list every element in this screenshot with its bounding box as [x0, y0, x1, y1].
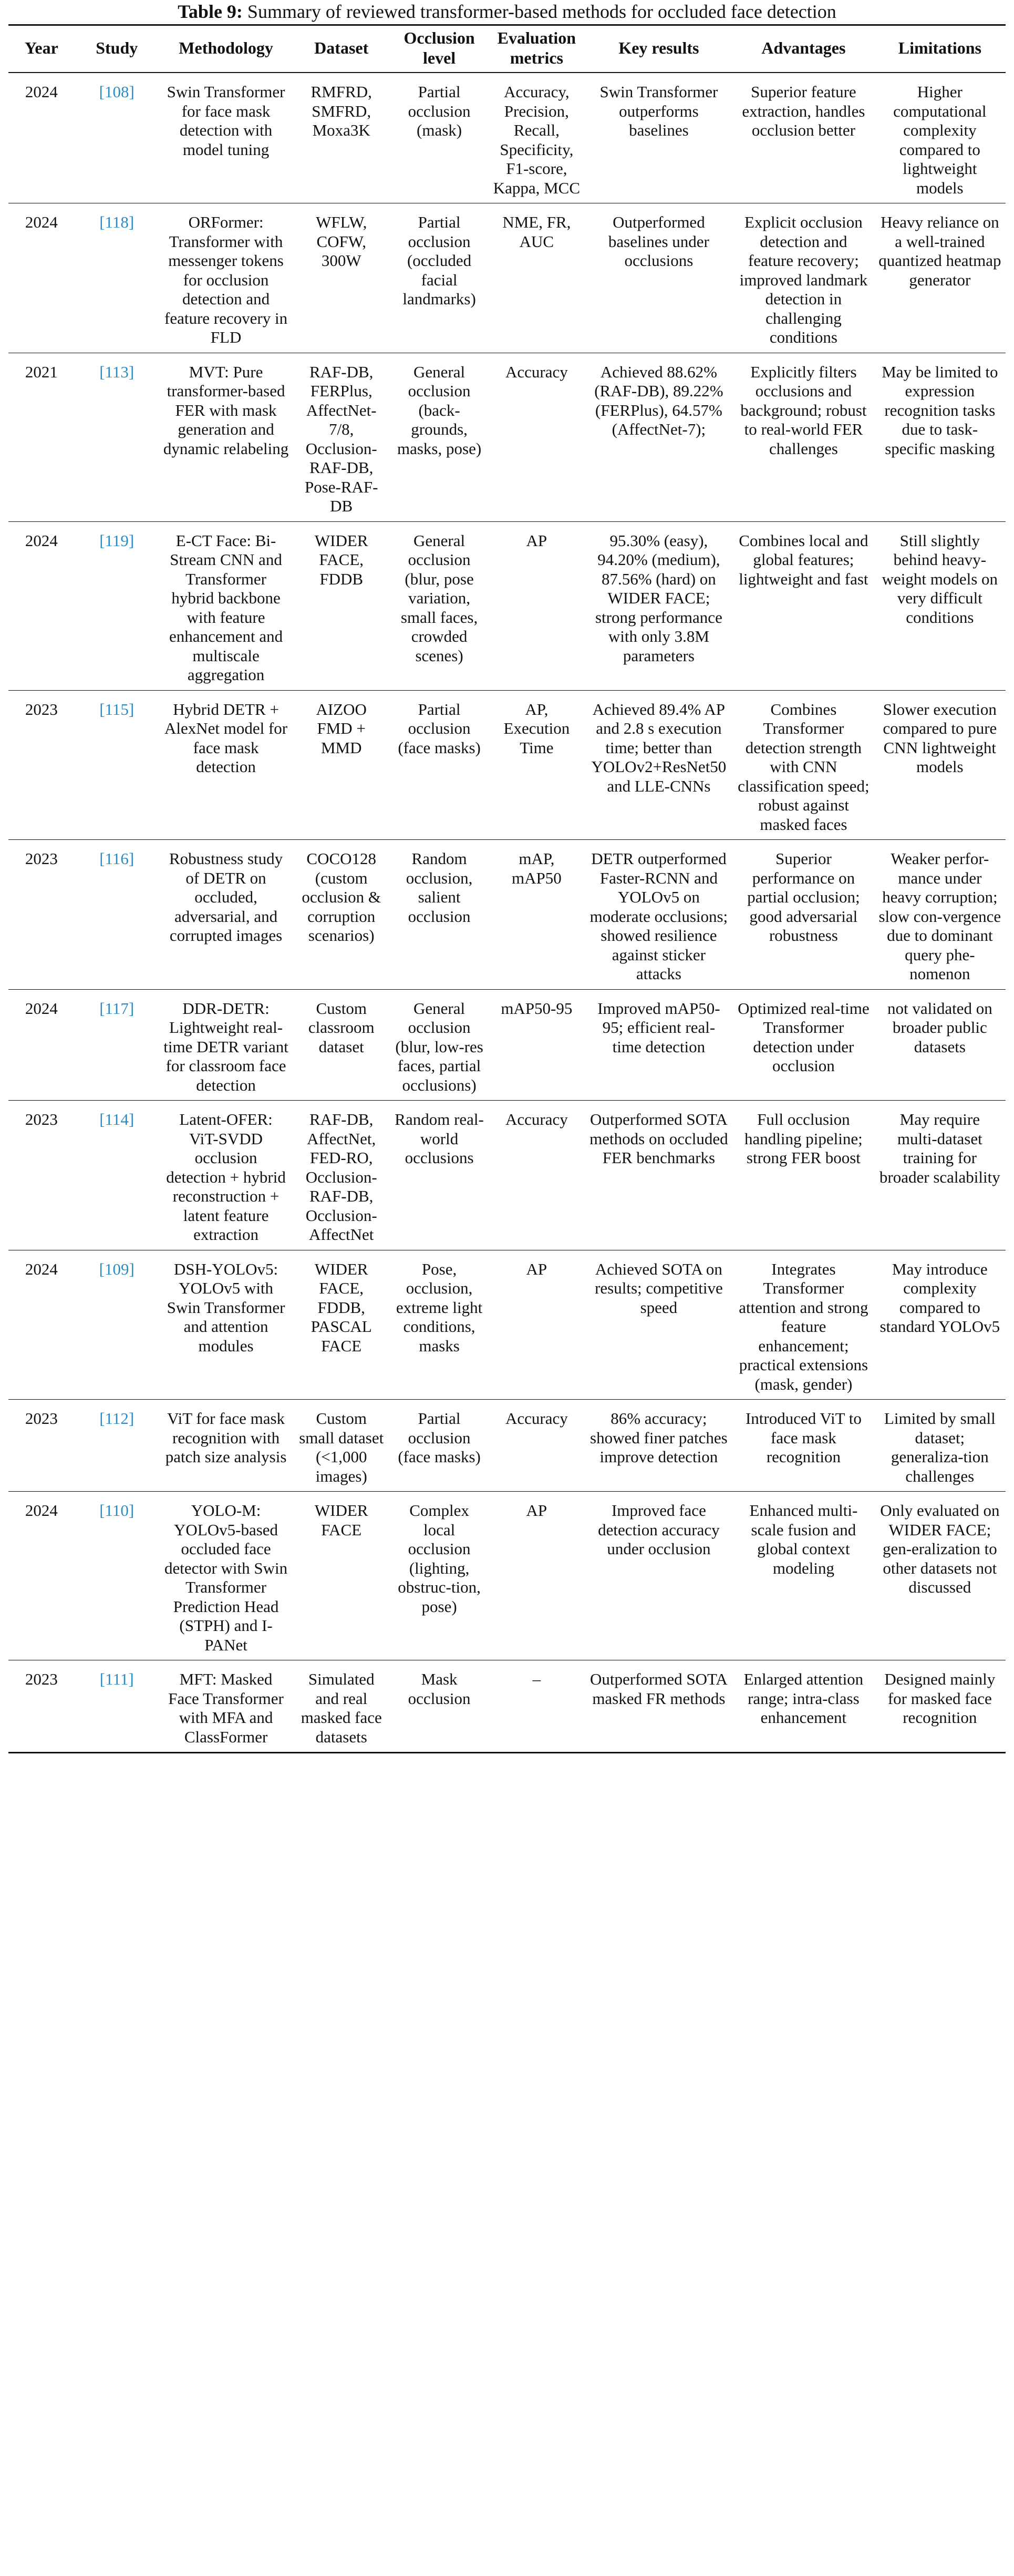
citation-link[interactable]: [115] — [99, 700, 134, 719]
cell-key-results — [585, 1400, 733, 1492]
table-row — [8, 1660, 1006, 1753]
cell-methodology — [159, 521, 293, 690]
cell-advantages-text: Explicit occlusion detection and feature recovery; improved landmark detection in challenging conditions — [739, 213, 868, 346]
table-body — [8, 73, 1006, 1753]
cell-dataset — [293, 840, 390, 990]
cell-advantages-text: Explicitly filters occlusions and background; robust to real-world FER challenges — [740, 362, 867, 458]
cell-dataset — [293, 690, 390, 840]
cell-advantages — [733, 203, 874, 353]
cell-advantages — [733, 989, 874, 1101]
cell-methodology — [159, 989, 293, 1101]
cell-year-text: 2024 — [25, 83, 58, 101]
cell-occlusion-level — [390, 73, 489, 203]
cell-methodology-text: Robustness study of DETR on occluded, adversarial, and corrupted images — [169, 849, 283, 945]
cell-evaluation-metrics-text: AP — [526, 531, 547, 550]
cell-limitations — [874, 1492, 1006, 1660]
cell-evaluation-metrics — [489, 73, 585, 203]
cell-advantages — [733, 1400, 874, 1492]
cell-study-reference — [75, 353, 159, 521]
cell-year-text: 2024 — [25, 213, 58, 231]
cell-occlusion-level — [390, 203, 489, 353]
cell-dataset — [293, 989, 390, 1101]
cell-evaluation-metrics — [489, 521, 585, 690]
cell-advantages — [733, 353, 874, 521]
cell-evaluation-metrics — [489, 1101, 585, 1250]
cell-dataset-text: WIDER FACE, FDDB, PASCAL FACE — [311, 1259, 372, 1355]
cell-key-results-text: Improved face detection accuracy under occlusion — [598, 1501, 720, 1558]
cell-year — [8, 840, 75, 990]
cell-evaluation-metrics — [489, 989, 585, 1101]
cell-limitations-text: Only evaluated on WIDER FACE; gen-eralization to other datasets not discussed — [880, 1501, 1000, 1596]
cell-methodology — [159, 1660, 293, 1753]
cell-year — [8, 73, 75, 203]
cell-methodology-text: MFT: Masked Face Transformer with MFA and ClassFormer — [168, 1670, 284, 1746]
cell-evaluation-metrics-text: Accuracy — [505, 362, 568, 381]
cell-evaluation-metrics-text: AP — [526, 1501, 547, 1520]
cell-methodology — [159, 203, 293, 353]
cell-evaluation-metrics-text: AP, Execution Time — [503, 700, 570, 757]
cell-year — [8, 989, 75, 1101]
table-header — [8, 25, 1006, 73]
cell-key-results-text: Outperformed SOTA methods on occluded FER benchmarks — [589, 1110, 728, 1167]
header-row — [8, 25, 1006, 73]
cell-occlusion-level — [390, 1400, 489, 1492]
cell-advantages-text: Optimized real-time Transformer detection under occlusion — [738, 999, 870, 1075]
column-header-methodology: Methodology — [179, 38, 273, 57]
column-header-limitations: Limitations — [898, 38, 981, 57]
cell-dataset-text: WIDER FACE, FDDB — [314, 531, 368, 588]
cell-methodology-text: ORFormer: Transformer with messenger tokens for occlusion detection and feature recovery in FLD — [164, 213, 288, 346]
cell-dataset-text: WIDER FACE — [314, 1501, 368, 1539]
cell-year-text: 2023 — [25, 1670, 58, 1688]
cell-dataset — [293, 73, 390, 203]
cell-occlusion-level — [390, 1660, 489, 1753]
cell-year-text: 2023 — [25, 1409, 58, 1428]
cell-limitations-text: May be limited to expression recognition tasks due to task-specific masking — [882, 362, 998, 458]
cell-methodology-text: YOLO-M: YOLOv5-based occluded face detector with Swin Transformer Prediction Head (STPH) and I-PANet — [164, 1501, 288, 1654]
citation-link[interactable]: [119] — [99, 531, 134, 550]
cell-occlusion-level — [390, 840, 489, 990]
cell-year-text: 2024 — [25, 999, 58, 1018]
cell-key-results — [585, 1492, 733, 1660]
cell-study-reference — [75, 73, 159, 203]
cell-advantages — [733, 1492, 874, 1660]
cell-year — [8, 1400, 75, 1492]
cell-year — [8, 1101, 75, 1250]
cell-evaluation-metrics-text: – — [532, 1670, 541, 1688]
cell-key-results-text: Outperformed SOTA masked FR methods — [589, 1670, 728, 1708]
cell-year — [8, 353, 75, 521]
cell-methodology-text: Latent-OFER: ViT-SVDD occlusion detection + hybrid reconstruction + latent feature extraction — [166, 1110, 286, 1244]
cell-limitations — [874, 1400, 1006, 1492]
cell-limitations — [874, 690, 1006, 840]
citation-link[interactable]: [113] — [99, 362, 134, 381]
cell-key-results — [585, 521, 733, 690]
cell-methodology — [159, 353, 293, 521]
cell-key-results-text: Outperformed baselines under occlusions — [608, 213, 709, 270]
citation-link[interactable]: [109] — [99, 1259, 134, 1278]
cell-evaluation-metrics — [489, 1660, 585, 1753]
cell-advantages-text: Superior feature extraction, handles occlusion better — [742, 83, 865, 139]
table-row — [8, 521, 1006, 690]
cell-limitations — [874, 521, 1006, 690]
table-caption-text: Summary of reviewed transformer-based methods for occluded face detection — [242, 1, 836, 22]
cell-limitations — [874, 1101, 1006, 1250]
cell-advantages — [733, 840, 874, 990]
cell-dataset-text: RAF-DB, FERPlus, AffectNet-7/8, Occlusion-RAF-DB, Pose-RAF-DB — [304, 362, 378, 515]
cell-study-reference — [75, 203, 159, 353]
table-caption — [8, 0, 1006, 24]
citation-link[interactable]: [116] — [99, 849, 134, 868]
table-row — [8, 203, 1006, 353]
cell-occlusion-level-text: Partial occlusion (face masks) — [398, 1409, 481, 1466]
cell-advantages — [733, 1660, 874, 1753]
cell-key-results-text: 95.30% (easy), 94.20% (medium), 87.56% (hard) on WIDER FACE; strong performance with only 3.8M parameters — [595, 531, 722, 665]
citation-link[interactable]: [111] — [99, 1670, 134, 1688]
citation-link[interactable]: [112] — [99, 1409, 134, 1428]
cell-year-text: 2024 — [25, 1501, 58, 1520]
cell-evaluation-metrics-text: mAP, mAP50 — [511, 849, 562, 887]
cell-methodology-text: DDR-DETR: Lightweight real-time DETR variant for classroom face detection — [163, 999, 288, 1094]
column-header-dataset: Dataset — [314, 38, 369, 57]
cell-advantages-text: Combines local and global features; lightweight and fast — [739, 531, 868, 588]
citation-link[interactable]: [118] — [99, 213, 134, 231]
cell-limitations-text: not validated on broader public datasets — [887, 999, 992, 1056]
cell-key-results-text: Achieved 88.62% (RAF-DB), 89.22% (FERPlus), 64.57% (AffectNet-7); — [594, 362, 723, 438]
cell-key-results-text: Improved mAP50-95; efficient real-time detection — [597, 999, 720, 1056]
table-row — [8, 1492, 1006, 1660]
cell-methodology — [159, 73, 293, 203]
cell-occlusion-level-text: Random real-world occlusions — [395, 1110, 484, 1167]
cell-occlusion-level-text: Pose, occlusion, extreme light conditions, masks — [396, 1259, 483, 1355]
cell-evaluation-metrics-text: AP — [526, 1259, 547, 1278]
cell-evaluation-metrics-text: Accuracy — [505, 1409, 568, 1428]
cell-study-reference — [75, 1660, 159, 1753]
cell-dataset — [293, 1101, 390, 1250]
cell-key-results-text: DETR outperformed Faster-RCNN and YOLOv5 on moderate occlusions; showed resilience against sticker attacks — [589, 849, 728, 983]
cell-dataset — [293, 1660, 390, 1753]
cell-key-results — [585, 989, 733, 1101]
cell-key-results-text: Achieved 89.4% AP and 2.8 s execution time; better than YOLOv2+ResNet50 and LLE-CNNs — [591, 700, 727, 795]
cell-evaluation-metrics — [489, 840, 585, 990]
cell-year-text: 2021 — [25, 362, 58, 381]
cell-dataset-text: Custom classroom dataset — [308, 999, 375, 1056]
cell-year — [8, 1250, 75, 1400]
column-header-advantages: Advantages — [761, 38, 846, 57]
table-row — [8, 989, 1006, 1101]
cell-key-results — [585, 353, 733, 521]
citation-link[interactable]: [114] — [99, 1110, 134, 1128]
cell-limitations — [874, 989, 1006, 1101]
cell-evaluation-metrics-text: mAP50-95 — [501, 999, 573, 1018]
cell-key-results — [585, 1250, 733, 1400]
cell-methodology-text: DSH-YOLOv5: YOLOv5 with Swin Transformer and attention modules — [167, 1259, 285, 1355]
cell-study-reference — [75, 1492, 159, 1660]
column-header-evaluation-metrics: Evaluation metrics — [497, 28, 576, 67]
cell-occlusion-level — [390, 989, 489, 1101]
citation-link[interactable]: [110] — [99, 1501, 134, 1520]
column-header-year: Year — [24, 38, 58, 57]
cell-year — [8, 521, 75, 690]
cell-key-results-text: Swin Transformer outperforms baselines — [599, 83, 718, 139]
cell-advantages — [733, 73, 874, 203]
cell-key-results — [585, 1101, 733, 1250]
cell-evaluation-metrics — [489, 1492, 585, 1660]
cell-key-results-text: 86% accuracy; showed finer patches improve detection — [590, 1409, 728, 1466]
cell-limitations — [874, 73, 1006, 203]
cell-study-reference — [75, 989, 159, 1101]
cell-study-reference — [75, 521, 159, 690]
citation-link[interactable]: [117] — [99, 999, 134, 1018]
table-row — [8, 1400, 1006, 1492]
cell-methodology — [159, 1101, 293, 1250]
cell-advantages-text: Enlarged attention range; intra-class enhancement — [743, 1670, 864, 1727]
cell-occlusion-level — [390, 690, 489, 840]
cell-occlusion-level — [390, 521, 489, 690]
cell-methodology — [159, 1250, 293, 1400]
cell-year — [8, 1660, 75, 1753]
cell-dataset-text: COCO128 (custom occlusion & corruption scenarios) — [302, 849, 381, 945]
cell-study-reference — [75, 690, 159, 840]
cell-advantages-text: Full occlusion handling pipeline; strong FER boost — [744, 1110, 863, 1167]
cell-dataset — [293, 203, 390, 353]
cell-methodology-text: Swin Transformer for face mask detection with model tuning — [167, 83, 285, 159]
cell-limitations-text: Weaker perfor-mance under heavy corruption; slow con-vergence due to dominant query phe-nomenon — [878, 849, 1001, 983]
cell-occlusion-level — [390, 1101, 489, 1250]
citation-link[interactable]: [108] — [99, 83, 134, 101]
cell-occlusion-level-text: Partial occlusion (occluded facial landmarks) — [402, 213, 476, 308]
cell-dataset-text: RAF-DB, AffectNet, FED-RO, Occlusion-RAF-DB, Occlusion-AffectNet — [305, 1110, 377, 1244]
cell-study-reference — [75, 1400, 159, 1492]
cell-evaluation-metrics — [489, 1400, 585, 1492]
cell-dataset-text: RMFRD, SMFRD, Moxa3K — [311, 83, 372, 139]
table-row — [8, 73, 1006, 203]
cell-methodology — [159, 1400, 293, 1492]
cell-occlusion-level-text: General occlusion (blur, low-res faces, partial occlusions) — [395, 999, 483, 1094]
cell-limitations — [874, 353, 1006, 521]
cell-key-results — [585, 840, 733, 990]
cell-methodology-text: MVT: Pure transformer-based FER with mask generation and dynamic relabeling — [163, 362, 289, 458]
cell-year — [8, 1492, 75, 1660]
table-row — [8, 840, 1006, 990]
cell-year-text: 2023 — [25, 1110, 58, 1128]
cell-key-results — [585, 690, 733, 840]
cell-advantages-text: Introduced ViT to face mask recognition — [745, 1409, 862, 1466]
cell-key-results — [585, 1660, 733, 1753]
cell-advantages-text: Combines Transformer detection strength with CNN classification speed; robust against masked faces — [738, 700, 870, 834]
column-header-occlusion-level: Occlusion level — [403, 28, 475, 67]
cell-methodology — [159, 690, 293, 840]
cell-dataset-text: Simulated and real masked face datasets — [301, 1670, 382, 1746]
cell-limitations — [874, 1250, 1006, 1400]
cell-dataset — [293, 353, 390, 521]
cell-limitations-text: Designed mainly for masked face recognition — [884, 1670, 996, 1727]
cell-advantages-text: Integrates Transformer attention and strong feature enhancement; practical extensions (mask, gender) — [739, 1259, 868, 1393]
cell-limitations-text: May introduce complexity compared to standard YOLOv5 — [880, 1259, 1000, 1336]
cell-limitations-text: May require multi-dataset training for broader scalability — [879, 1110, 1000, 1186]
cell-advantages — [733, 521, 874, 690]
cell-limitations — [874, 203, 1006, 353]
cell-advantages — [733, 1101, 874, 1250]
cell-year-text: 2024 — [25, 531, 58, 550]
cell-evaluation-metrics — [489, 353, 585, 521]
cell-year — [8, 690, 75, 840]
cell-occlusion-level-text: Complex local occlusion (lighting, obstruc-tion, pose) — [398, 1501, 481, 1616]
table-row — [8, 1250, 1006, 1400]
cell-evaluation-metrics — [489, 690, 585, 840]
cell-dataset — [293, 521, 390, 690]
cell-occlusion-level — [390, 353, 489, 521]
cell-evaluation-metrics — [489, 203, 585, 353]
cell-evaluation-metrics-text: NME, FR, AUC — [502, 213, 571, 251]
cell-dataset-text: Custom small dataset (<1,000 images) — [299, 1409, 384, 1485]
cell-study-reference — [75, 840, 159, 990]
cell-methodology-text: E-CT Face: Bi-Stream CNN and Transformer hybrid backbone with feature enhancement and multiscale aggregation — [169, 531, 283, 684]
cell-methodology-text: ViT for face mask recognition with patch size analysis — [165, 1409, 287, 1466]
cell-limitations — [874, 1660, 1006, 1753]
cell-key-results — [585, 73, 733, 203]
column-header-study: Study — [96, 38, 138, 57]
cell-methodology-text: Hybrid DETR + AlexNet model for face mask detection — [164, 700, 288, 776]
column-header-key-results: Key results — [618, 38, 699, 57]
cell-dataset — [293, 1400, 390, 1492]
cell-key-results-text: Achieved SOTA on results; competitive speed — [595, 1259, 723, 1317]
cell-evaluation-metrics-text: Accuracy — [505, 1110, 568, 1128]
cell-occlusion-level — [390, 1250, 489, 1400]
cell-occlusion-level-text: Random occlusion, salient occlusion — [406, 849, 473, 926]
cell-occlusion-level-text: Partial occlusion (mask) — [408, 83, 471, 139]
cell-limitations — [874, 840, 1006, 990]
cell-year-text: 2023 — [25, 700, 58, 719]
cell-limitations-text: Heavy reliance on a well-trained quantized heatmap generator — [878, 213, 1001, 289]
cell-occlusion-level-text: Partial occlusion (face masks) — [398, 700, 481, 757]
cell-study-reference — [75, 1250, 159, 1400]
cell-methodology — [159, 1492, 293, 1660]
cell-dataset — [293, 1492, 390, 1660]
cell-advantages-text: Enhanced multi-scale fusion and global context modeling — [749, 1501, 858, 1577]
cell-occlusion-level-text: Mask occlusion — [408, 1670, 471, 1708]
review-table — [8, 24, 1006, 1753]
cell-occlusion-level-text: General occlusion (blur, pose variation, small faces, crowded scenes) — [400, 531, 478, 665]
cell-key-results — [585, 203, 733, 353]
cell-year-text: 2024 — [25, 1259, 58, 1278]
table-row — [8, 690, 1006, 840]
cell-occlusion-level-text: General occlusion (back-grounds, masks, pose) — [397, 362, 482, 458]
cell-dataset-text: AIZOO FMD + MMD — [316, 700, 367, 757]
cell-limitations-text: Slower execution compared to pure CNN lightweight models — [883, 700, 997, 776]
cell-dataset — [293, 1250, 390, 1400]
cell-limitations-text: Higher computational complexity compared to lightweight models — [893, 83, 987, 197]
cell-evaluation-metrics-text: Accuracy, Precision, Recall, Specificity, F1-score, Kappa, MCC — [493, 83, 581, 197]
cell-advantages — [733, 1250, 874, 1400]
cell-year-text: 2023 — [25, 849, 58, 868]
table-row — [8, 353, 1006, 521]
cell-methodology — [159, 840, 293, 990]
cell-occlusion-level — [390, 1492, 489, 1660]
table-caption-label: Table 9: — [178, 1, 243, 22]
cell-evaluation-metrics — [489, 1250, 585, 1400]
cell-year — [8, 203, 75, 353]
cell-limitations-text: Limited by small dataset; generaliza-tion challenges — [884, 1409, 996, 1485]
cell-advantages-text: Superior performance on partial occlusion; good adversarial robustness — [747, 849, 860, 945]
cell-limitations-text: Still slightly behind heavy-weight models on very difficult conditions — [882, 531, 998, 627]
table-row — [8, 1101, 1006, 1250]
cell-dataset-text: WFLW, COFW, 300W — [316, 213, 367, 270]
cell-advantages — [733, 690, 874, 840]
cell-study-reference — [75, 1101, 159, 1250]
